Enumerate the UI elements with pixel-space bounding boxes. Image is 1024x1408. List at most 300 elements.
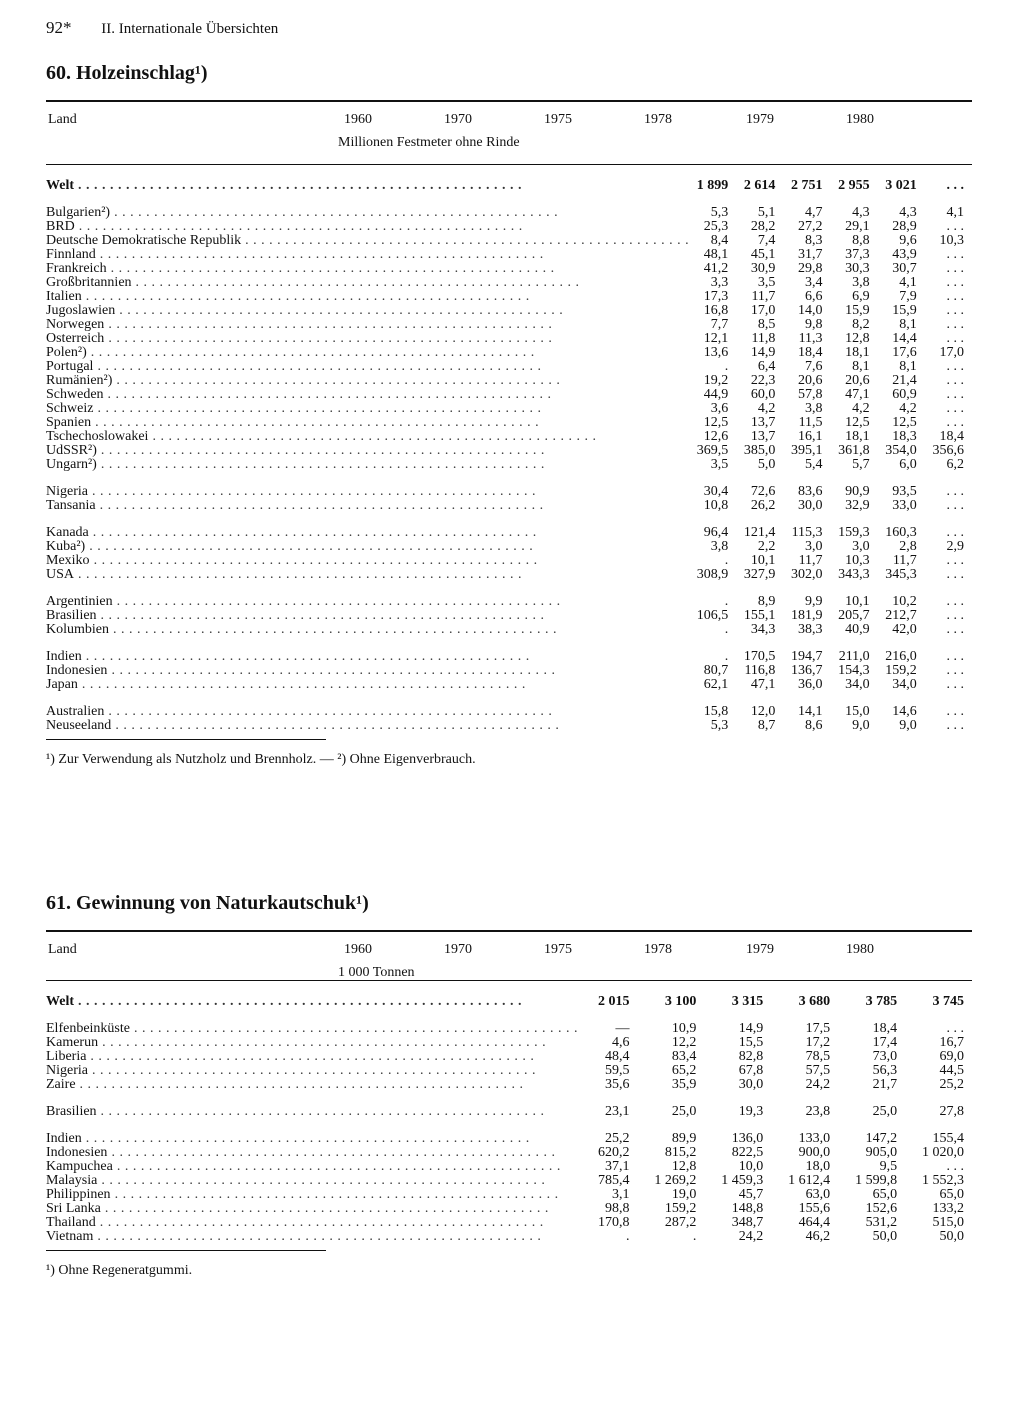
value-cell: . . .: [946, 178, 964, 193]
table-title: 60. Holzeinschlag¹): [46, 62, 208, 84]
value-cell: 3,0: [852, 539, 870, 554]
table-row: [46, 664, 972, 678]
value-cell: 133,2: [932, 1201, 964, 1216]
country-name: Polen²) . . .: [46, 346, 535, 360]
value-cell: 93,5: [892, 484, 917, 499]
value-cell: 3 315: [731, 994, 764, 1009]
value-cell: 3,8: [710, 539, 729, 554]
value-cell: 89,9: [671, 1131, 697, 1146]
value-cell: . . .: [946, 498, 964, 513]
country-name: Nigeria . . .: [46, 1064, 536, 1078]
value-cell: 11,7: [892, 553, 917, 568]
country-name: Italien . . .: [46, 290, 530, 304]
value-cell: 12,8: [671, 1159, 697, 1174]
value-cell: 12,5: [845, 415, 870, 430]
value-cell: 3,8: [805, 401, 823, 416]
value-cell: 8,1: [899, 317, 917, 332]
row-label-cell: [46, 719, 689, 733]
row-label-cell: [46, 290, 689, 304]
value-cell: 12,8: [845, 331, 870, 346]
value-cell: 80,7: [703, 663, 729, 678]
value-cell: . . .: [946, 303, 964, 318]
country-name: Kampuchea . . .: [46, 1160, 561, 1174]
value-cell: 25,0: [872, 1104, 898, 1119]
value-cell: 46,2: [805, 1229, 831, 1244]
table-row: [46, 1078, 972, 1092]
row-label-cell: [46, 346, 689, 360]
value-cell: 1 552,3: [922, 1173, 964, 1188]
column-header-land: Land: [48, 942, 77, 957]
value-cell: . . .: [946, 317, 964, 332]
table-header: [46, 932, 972, 978]
country-name: Rumänien²) . . .: [46, 374, 560, 388]
row-label-cell: [46, 430, 689, 444]
table-row: [46, 276, 972, 290]
row-label-cell: [46, 1160, 578, 1174]
value-cell: 1 599,8: [855, 1173, 898, 1188]
value-cell: 10,3: [939, 233, 964, 248]
value-cell: 29,8: [798, 261, 823, 276]
value-cell: 155,6: [798, 1201, 831, 1216]
value-cell: 8,9: [757, 594, 776, 609]
value-cell: 6,2: [946, 457, 964, 472]
value-cell: 28,2: [750, 219, 776, 234]
group-spacer: [46, 1119, 972, 1132]
value-cell: 1 899: [696, 178, 729, 193]
value-cell: . . .: [946, 387, 964, 402]
country-name: Argentinien . . .: [46, 595, 561, 609]
value-cell: 14,1: [798, 704, 823, 719]
value-cell: 9,0: [899, 718, 917, 733]
country-name: Tschechoslowakei . . .: [46, 430, 596, 444]
value-cell: 72,6: [750, 484, 776, 499]
value-cell: 13,7: [750, 415, 776, 430]
table-row: [46, 1132, 972, 1146]
table-title: 61. Gewinnung von Naturkautschuk¹): [46, 892, 369, 914]
value-cell: 4,3: [852, 205, 870, 220]
country-name: Vietnam . . .: [46, 1230, 541, 1244]
value-cell: 14,9: [738, 1021, 764, 1036]
value-cell: . . .: [946, 525, 964, 540]
value-cell: 4,2: [757, 401, 776, 416]
country-name: Liberia . . .: [46, 1050, 534, 1064]
value-cell: 361,8: [838, 443, 870, 458]
value-cell: 14,6: [892, 704, 917, 719]
country-name: Schweiz . . .: [46, 402, 541, 416]
value-cell: 10,3: [845, 553, 870, 568]
value-cell: 345,3: [885, 567, 917, 582]
row-label-cell: [46, 1188, 578, 1202]
value-cell: 78,5: [805, 1049, 831, 1064]
value-cell: 7,4: [757, 233, 776, 248]
value-cell: 308,9: [696, 567, 729, 582]
column-header-year: 1975: [544, 942, 572, 957]
group-spacer: [46, 513, 972, 526]
country-name: BRD . . .: [46, 220, 523, 234]
value-cell: .: [724, 359, 729, 374]
value-cell: 34,3: [750, 622, 776, 637]
value-cell: 106,5: [696, 608, 729, 623]
table-row: [46, 1230, 972, 1244]
value-cell: 3,5: [710, 457, 729, 472]
value-cell: 4,6: [611, 1035, 630, 1050]
row-label-cell: [46, 206, 689, 220]
value-cell: 98,8: [604, 1201, 630, 1216]
table-row: [46, 444, 972, 458]
country-name: Kanada . . .: [46, 526, 537, 540]
country-name: Bulgarien²) . . .: [46, 206, 558, 220]
header-rule: [46, 980, 972, 981]
table-row: [46, 540, 972, 554]
value-cell: 4,1: [899, 275, 917, 290]
value-cell: 27,8: [939, 1104, 964, 1119]
value-cell: 11,5: [798, 415, 823, 430]
value-cell: 23,8: [805, 1104, 831, 1119]
table-row: [46, 995, 972, 1009]
country-name: Elfenbeinküste . . .: [46, 1022, 578, 1036]
value-cell: . . .: [946, 704, 964, 719]
value-cell: 116,8: [744, 663, 776, 678]
value-cell: .: [625, 1229, 630, 1244]
value-cell: 7,6: [805, 359, 823, 374]
country-name: Mexiko . . .: [46, 554, 538, 568]
country-name: Malaysia . . .: [46, 1174, 545, 1188]
value-cell: 40,9: [845, 622, 870, 637]
table-row: [46, 388, 972, 402]
value-cell: 11,8: [751, 331, 776, 346]
value-cell: 1 020,0: [922, 1145, 964, 1160]
group-spacer: [46, 692, 972, 705]
table-row: [46, 554, 972, 568]
table-row: [46, 360, 972, 374]
row-label-cell: [46, 444, 689, 458]
value-cell: 23,1: [604, 1104, 630, 1119]
country-name: Deutsche Demokratische Republik . . .: [46, 234, 689, 248]
row-label-cell: [46, 526, 689, 540]
value-cell: 15,0: [845, 704, 870, 719]
table-header: [46, 102, 972, 148]
value-cell: . . .: [946, 594, 964, 609]
country-name: Sri Lanka . . .: [46, 1202, 549, 1216]
value-cell: 24,2: [738, 1229, 764, 1244]
value-cell: 354,0: [885, 443, 917, 458]
column-header-year: 1960: [344, 942, 372, 957]
value-cell: 900,0: [798, 1145, 831, 1160]
row-label-cell: [46, 458, 689, 472]
value-cell: 12,2: [671, 1035, 697, 1050]
row-label-cell: [46, 304, 689, 318]
value-cell: 34,0: [892, 677, 917, 692]
value-cell: 6,9: [852, 289, 870, 304]
value-cell: 65,0: [872, 1187, 898, 1202]
value-cell: 5,7: [852, 457, 870, 472]
value-cell: 2 955: [838, 178, 870, 193]
value-cell: 287,2: [664, 1215, 697, 1230]
row-label-cell: [46, 1132, 578, 1146]
value-cell: 822,5: [731, 1145, 764, 1160]
value-cell: 59,5: [604, 1063, 630, 1078]
country-name: Indonesien . . .: [46, 664, 555, 678]
table-row: [46, 595, 972, 609]
value-cell: 385,0: [743, 443, 776, 458]
row-label-cell: [46, 276, 689, 290]
value-cell: . . .: [946, 219, 964, 234]
row-label-cell: [46, 540, 689, 554]
table-row: [46, 609, 972, 623]
value-cell: 6,0: [899, 457, 917, 472]
table-row: [46, 346, 972, 360]
value-cell: 37,1: [604, 1159, 630, 1174]
value-cell: 47,1: [845, 387, 870, 402]
chapter-title: II. Internationale Übersichten: [101, 21, 279, 37]
value-cell: 348,7: [731, 1215, 764, 1230]
value-cell: 5,3: [710, 205, 729, 220]
value-cell: 12,1: [703, 331, 729, 346]
group-spacer: [46, 582, 972, 595]
table-row: [46, 206, 972, 220]
value-cell: 30,7: [892, 261, 917, 276]
value-cell: 4,2: [852, 401, 870, 416]
value-cell: 4,7: [805, 205, 823, 220]
column-header-year: 1980: [846, 112, 874, 127]
value-cell: 15,9: [845, 303, 870, 318]
value-cell: 6,6: [805, 289, 823, 304]
value-cell: . . .: [946, 649, 964, 664]
value-cell: 45,7: [738, 1187, 764, 1202]
value-cell: 18,4: [939, 429, 964, 444]
value-cell: 30,0: [738, 1077, 764, 1092]
value-cell: 32,9: [845, 498, 870, 513]
table-row: [46, 304, 972, 318]
value-cell: 12,6: [703, 429, 729, 444]
value-cell: 15,9: [892, 303, 917, 318]
value-cell: . . .: [946, 1021, 964, 1036]
row-label-cell: [46, 1105, 578, 1119]
value-cell: . . .: [946, 567, 964, 582]
country-name: Nigeria . . .: [46, 485, 536, 499]
value-cell: 2,9: [946, 539, 964, 554]
value-cell: 21,4: [892, 373, 917, 388]
table-row: [46, 374, 972, 388]
row-label-cell: [46, 416, 689, 430]
value-cell: 20,6: [798, 373, 823, 388]
row-label-cell: [46, 650, 689, 664]
unit-label: Millionen Festmeter ohne Rinde: [338, 135, 520, 150]
value-cell: 1 269,2: [654, 1173, 697, 1188]
table-row: [46, 1064, 972, 1078]
value-cell: 4,2: [899, 401, 917, 416]
row-label-cell: [46, 664, 689, 678]
column-header-year: 1979: [746, 942, 774, 957]
row-label-cell: [46, 1050, 578, 1064]
table-row: [46, 318, 972, 332]
table-row: [46, 1216, 972, 1230]
value-cell: 15,5: [738, 1035, 764, 1050]
value-cell: 11,7: [751, 289, 776, 304]
country-name: UdSSR²) . . .: [46, 444, 545, 458]
table-row: [46, 526, 972, 540]
table-row: [46, 430, 972, 444]
value-cell: 343,3: [838, 567, 870, 582]
value-cell: 18,3: [892, 429, 917, 444]
value-cell: 16,7: [939, 1035, 964, 1050]
value-cell: 57,5: [805, 1063, 831, 1078]
value-cell: 82,8: [738, 1049, 764, 1064]
value-cell: 25,2: [604, 1131, 630, 1146]
value-cell: 216,0: [885, 649, 917, 664]
table-row: [46, 499, 972, 513]
value-cell: 5,4: [805, 457, 823, 472]
table-row: [46, 458, 972, 472]
table-row: [46, 1202, 972, 1216]
row-label-cell: [46, 995, 578, 1009]
country-name: Indien . . .: [46, 1132, 530, 1146]
country-name: Kamerun . . .: [46, 1036, 546, 1050]
value-cell: . . .: [946, 331, 964, 346]
table-section-naturkautschuk: [46, 888, 972, 1279]
value-cell: —: [615, 1021, 630, 1036]
row-label-cell: [46, 609, 689, 623]
value-cell: 18,4: [798, 345, 823, 360]
row-label-cell: [46, 402, 689, 416]
group-spacer: [46, 1092, 972, 1105]
value-cell: 11,3: [798, 331, 823, 346]
value-cell: 2,8: [899, 539, 917, 554]
country-name: USA . . .: [46, 568, 522, 582]
row-label-cell: [46, 595, 689, 609]
value-cell: .: [724, 553, 729, 568]
value-cell: 8,1: [899, 359, 917, 374]
value-cell: 3 785: [865, 994, 898, 1009]
column-header-land: Land: [48, 112, 77, 127]
value-cell: 136,7: [791, 663, 823, 678]
value-cell: 37,3: [845, 247, 870, 262]
value-cell: 159,2: [664, 1201, 697, 1216]
value-cell: . . .: [946, 415, 964, 430]
row-label-cell: [46, 1036, 578, 1050]
table-row: [46, 416, 972, 430]
value-cell: 154,3: [838, 663, 870, 678]
table-row: [46, 705, 972, 719]
value-cell: .: [724, 622, 729, 637]
value-cell: 155,4: [932, 1131, 964, 1146]
value-cell: 10,8: [703, 498, 729, 513]
value-cell: 194,7: [791, 649, 823, 664]
value-cell: 327,9: [743, 567, 776, 582]
table-row: [46, 1022, 972, 1036]
value-cell: 25,3: [703, 219, 729, 234]
table-row: [46, 568, 972, 582]
value-cell: 34,0: [845, 677, 870, 692]
table-row: [46, 1036, 972, 1050]
value-cell: 19,3: [738, 1104, 764, 1119]
value-cell: 63,0: [805, 1187, 831, 1202]
value-cell: .: [724, 649, 729, 664]
value-cell: 10,1: [750, 553, 776, 568]
value-cell: 45,1: [750, 247, 776, 262]
value-cell: . . .: [946, 677, 964, 692]
country-name: Tansania . . .: [46, 499, 544, 513]
value-cell: . . .: [946, 261, 964, 276]
value-cell: 5,1: [757, 205, 776, 220]
row-label-cell: [46, 554, 689, 568]
country-name: Japan . . .: [46, 678, 526, 692]
value-cell: 8,1: [852, 359, 870, 374]
table-row: [46, 234, 972, 248]
country-name: Schweden . . .: [46, 388, 552, 402]
table-row: [46, 248, 972, 262]
value-cell: 3,8: [852, 275, 870, 290]
page-header: [46, 18, 278, 38]
column-header-year: 1960: [344, 112, 372, 127]
table-row: [46, 1146, 972, 1160]
value-cell: 67,8: [738, 1063, 764, 1078]
value-cell: 62,1: [703, 677, 729, 692]
value-cell: 181,9: [791, 608, 823, 623]
value-cell: 29,1: [845, 219, 870, 234]
country-name: Australien . . .: [46, 705, 552, 719]
value-cell: 17,2: [805, 1035, 831, 1050]
value-cell: 9,6: [899, 233, 917, 248]
value-cell: 515,0: [932, 1215, 964, 1230]
value-cell: 19,2: [703, 373, 729, 388]
value-cell: 96,4: [703, 525, 729, 540]
value-cell: 33,0: [892, 498, 917, 513]
value-cell: 159,3: [838, 525, 870, 540]
row-label-cell: [46, 388, 689, 402]
value-cell: 3,3: [710, 275, 729, 290]
value-cell: 1 459,3: [721, 1173, 764, 1188]
value-cell: 6,4: [757, 359, 776, 374]
value-cell: 1 612,4: [788, 1173, 831, 1188]
value-cell: 60,9: [892, 387, 917, 402]
value-cell: 8,3: [805, 233, 823, 248]
value-cell: 785,4: [597, 1173, 630, 1188]
country-name: Frankreich . . .: [46, 262, 555, 276]
value-cell: 16,8: [703, 303, 729, 318]
table-row: [46, 1050, 972, 1064]
value-cell: 3,4: [805, 275, 823, 290]
footnote: ¹) Ohne Regeneratgummi.: [46, 1263, 193, 1278]
value-cell: 25,0: [671, 1104, 697, 1119]
value-cell: 3,1: [611, 1187, 630, 1202]
value-cell: 2 751: [791, 178, 823, 193]
value-cell: . . .: [946, 484, 964, 499]
country-name: Ungarn²) . . .: [46, 458, 545, 472]
country-name: Portugal . . .: [46, 360, 541, 374]
value-cell: 73,0: [872, 1049, 898, 1064]
value-cell: 12,0: [750, 704, 776, 719]
column-header-year: 1980: [846, 942, 874, 957]
value-cell: 18,1: [845, 429, 870, 444]
value-cell: 38,3: [798, 622, 823, 637]
row-label-cell: [46, 705, 689, 719]
row-label-cell: [46, 1022, 578, 1036]
value-cell: 16,1: [798, 429, 823, 444]
value-cell: 8,2: [852, 317, 870, 332]
value-cell: 2 614: [743, 178, 776, 193]
value-cell: 9,8: [805, 317, 823, 332]
value-cell: 121,4: [743, 525, 776, 540]
value-cell: 41,2: [703, 261, 729, 276]
value-cell: 10,1: [845, 594, 870, 609]
value-cell: 9,9: [805, 594, 823, 609]
value-cell: 212,7: [885, 608, 917, 623]
value-cell: 17,0: [750, 303, 776, 318]
value-cell: 18,4: [872, 1021, 898, 1036]
row-label-cell: [46, 1078, 578, 1092]
footnote: ¹) Zur Verwendung als Nutzholz und Brennholz. — ²) Ohne Eigenverbrauch.: [46, 752, 476, 767]
